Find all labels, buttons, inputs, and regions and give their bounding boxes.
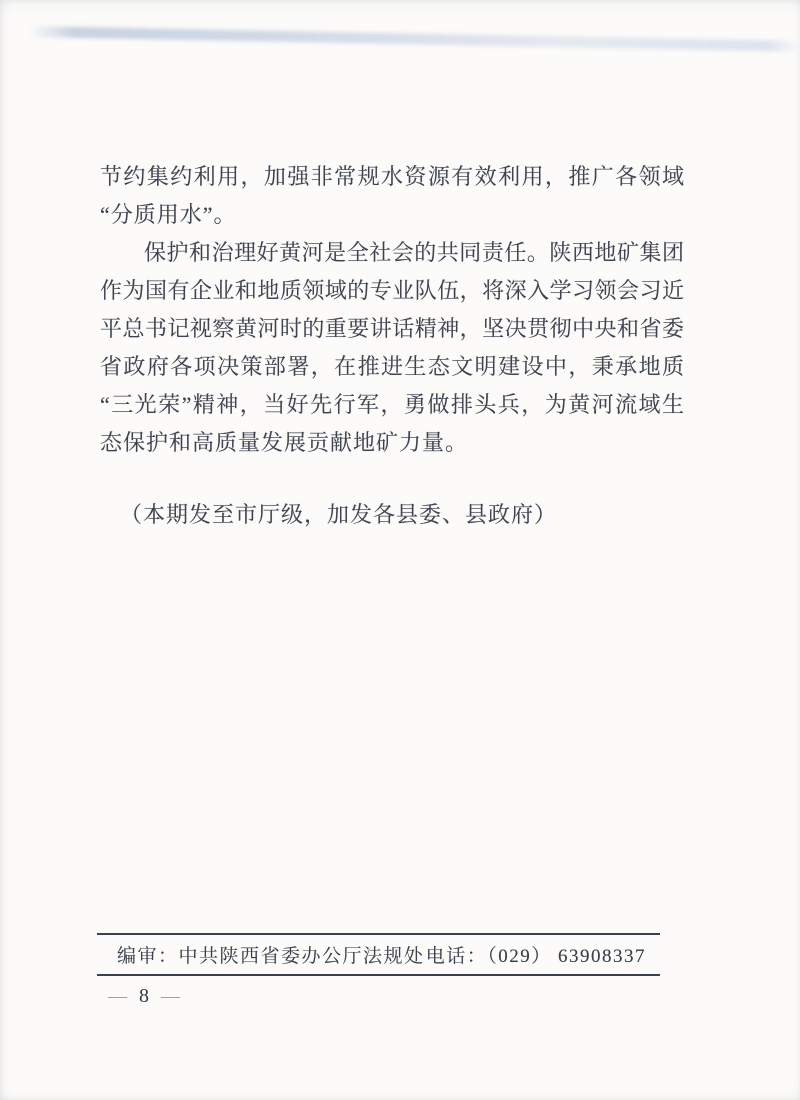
- paragraph1-line: 节约集约利用，加强非常规水资源有效利用，推广各领域: [100, 164, 684, 189]
- paragraph2-line: 作为国有企业和地质领域的专业队伍，将深入学习领会习近: [100, 278, 684, 303]
- page-number-value: 8: [139, 985, 149, 1007]
- page-number: [108, 985, 180, 1008]
- footer-editor: 编审：中共陕西省委办公厅法规处: [117, 946, 425, 967]
- footer-colophon: [97, 933, 660, 976]
- paragraph2-line: 态保护和高质量发展贡献地矿力量。: [100, 430, 469, 455]
- distribution-note: （本期发至市厅级，加发各县委、县政府）: [120, 502, 558, 527]
- scan-streak-artifact: [28, 26, 800, 52]
- paragraph2-line: 省政府各项决策部署，在推进生态文明建设中，秉承地质: [100, 354, 684, 379]
- footer-phone: 电话：（029） 63908337: [425, 946, 646, 967]
- paragraph2-line: 平总书记视察黄河时的重要讲话精神，坚决贯彻中央和省委: [100, 316, 684, 341]
- paragraph2-line: “三光荣”精神，当好先行军，勇做排头兵，为黄河流域生: [100, 392, 684, 417]
- paragraph2-line: 保护和治理好黄河是全社会的共同责任。陕西地矿集团: [144, 240, 684, 265]
- paragraph1-line: “分质用水”。: [100, 202, 237, 227]
- page-number-left-dash: —: [108, 985, 127, 1007]
- document-body: [100, 158, 684, 462]
- page-number-right-dash: —: [161, 985, 180, 1007]
